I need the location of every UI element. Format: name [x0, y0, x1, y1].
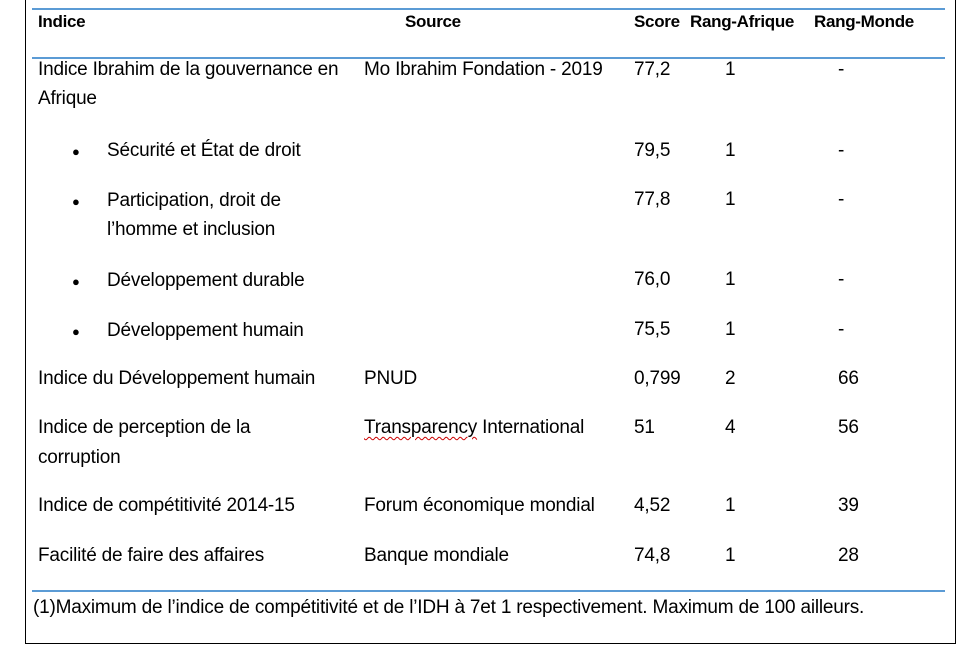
row-score: 77,2: [634, 59, 671, 80]
row-source: Forum économique mondial: [364, 495, 595, 516]
row-rang-monde: -: [838, 319, 845, 340]
row-score: 4,52: [634, 495, 671, 516]
top-rule: [32, 8, 945, 10]
row-score: 51: [634, 417, 655, 438]
row-indice: Indice du Développement humain: [38, 368, 316, 389]
header-rang-afrique: Rang-Afrique: [690, 12, 795, 31]
row-indice: Indice de perception de la: [38, 417, 251, 438]
row-rang-afrique: 1: [725, 269, 736, 290]
row-score: 75,5: [634, 319, 671, 340]
row-indice: Développement durable: [107, 270, 305, 291]
bullet-icon: ●: [72, 274, 80, 289]
row-rang-afrique: 1: [725, 545, 736, 566]
bullet-icon: ●: [72, 194, 80, 209]
row-score: 74,8: [634, 545, 671, 566]
row-indice: Développement humain: [107, 320, 304, 341]
row-indice: Sécurité et État de droit: [107, 140, 301, 161]
bullet-icon: ●: [72, 144, 80, 159]
source-rest: International: [477, 417, 585, 438]
row-rang-monde: 66: [838, 368, 859, 389]
row-score: 0,799: [634, 368, 681, 389]
bullet-icon: ●: [72, 324, 80, 339]
bottom-rule: [32, 590, 945, 592]
footnote: (1)Maximum de l’indice de compétitivité et de l’IDH à 7et 1 respectivement. Maximum de 100 ailleurs.: [33, 597, 865, 618]
row-rang-afrique: 2: [725, 368, 736, 389]
row-rang-monde: -: [838, 59, 845, 80]
row-rang-afrique: 1: [725, 59, 736, 80]
row-indice: Facilité de faire des affaires: [38, 545, 264, 566]
row-score: 76,0: [634, 269, 671, 290]
header-source: Source: [405, 12, 461, 31]
row-score: 79,5: [634, 140, 671, 161]
row-indice-cont: l’homme et inclusion: [107, 219, 276, 240]
row-source: [364, 414, 584, 442]
row-indice: Indice de compétitivité 2014-15: [38, 495, 295, 516]
row-rang-monde: -: [838, 140, 845, 161]
row-indice: Participation, droit de: [107, 190, 281, 211]
row-rang-afrique: 1: [725, 319, 736, 340]
row-source: Mo Ibrahim Fondation - 2019: [364, 59, 603, 80]
row-rang-afrique: 1: [725, 189, 736, 210]
row-rang-afrique: 1: [725, 495, 736, 516]
row-indice-cont: corruption: [38, 447, 121, 468]
header-score: Score: [634, 12, 680, 31]
row-indice: Indice Ibrahim de la gouvernance en: [38, 59, 339, 80]
row-rang-monde: 39: [838, 495, 859, 516]
header-indice: Indice: [38, 12, 86, 31]
row-rang-monde: 56: [838, 417, 859, 438]
row-rang-afrique: 4: [725, 417, 736, 438]
row-source: PNUD: [364, 368, 418, 389]
row-rang-monde: -: [838, 269, 845, 290]
row-rang-monde: 28: [838, 545, 859, 566]
spellcheck-word: Transparency: [364, 417, 478, 438]
row-source: Banque mondiale: [364, 545, 509, 566]
row-indice-cont: Afrique: [38, 88, 97, 109]
row-rang-afrique: 1: [725, 140, 736, 161]
header-rang-monde: Rang-Monde: [814, 12, 914, 31]
row-score: 77,8: [634, 189, 671, 210]
row-rang-monde: -: [838, 189, 845, 210]
